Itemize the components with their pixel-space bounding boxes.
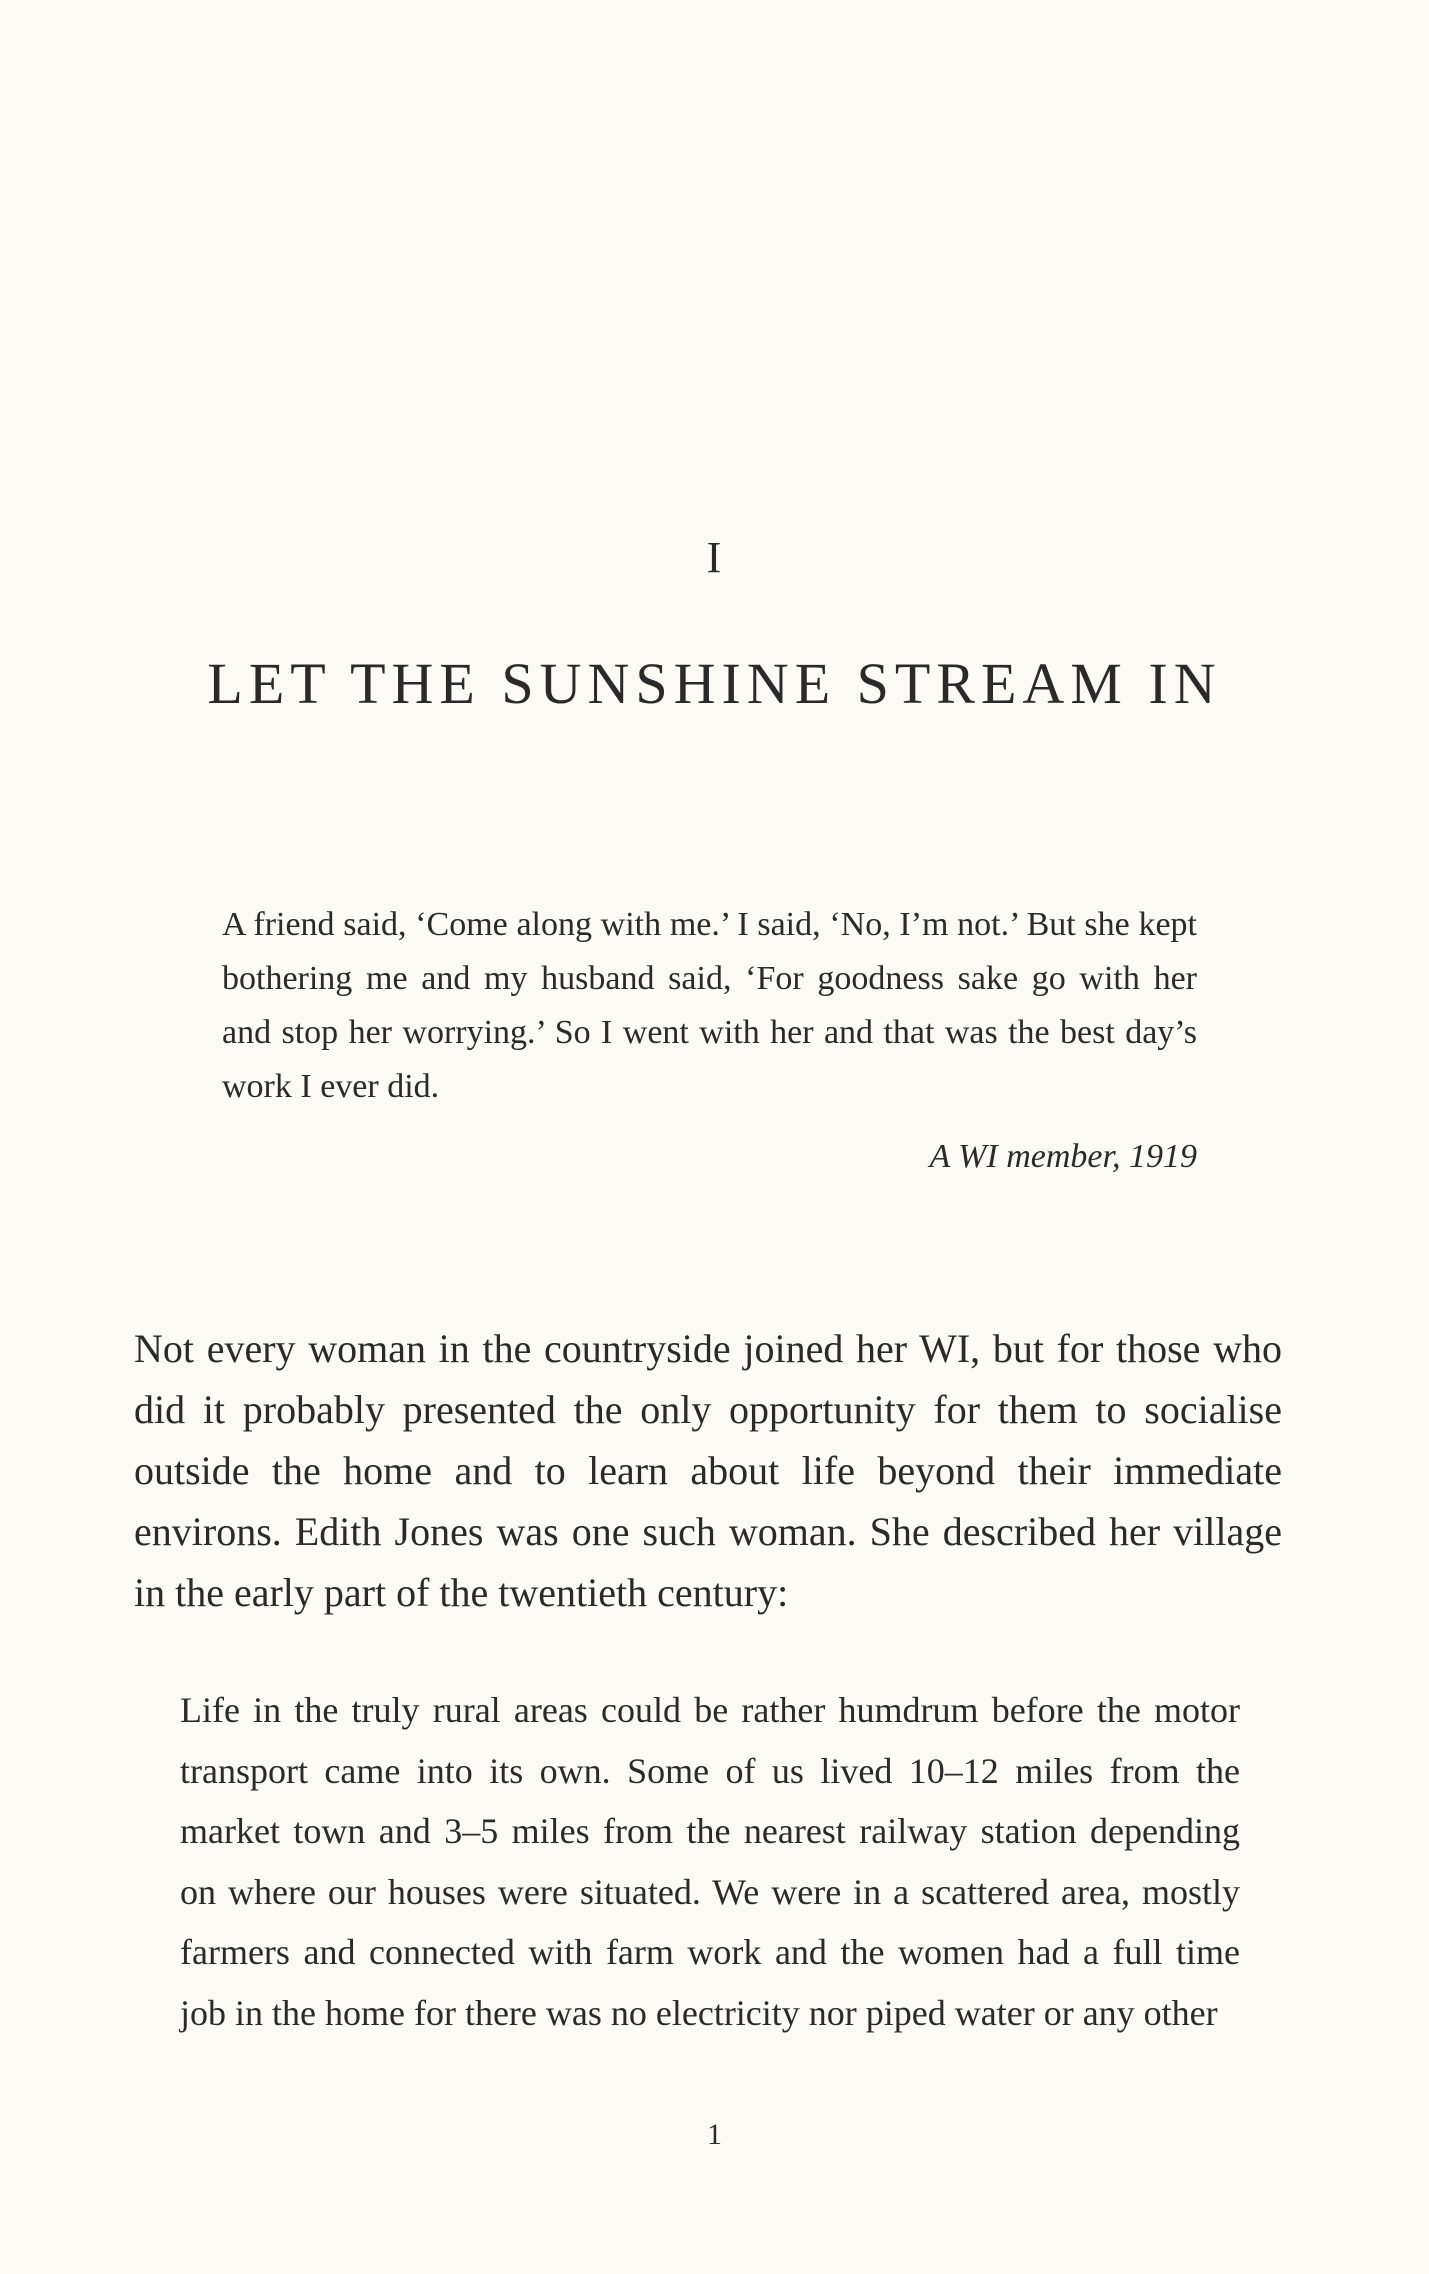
body-paragraph: Not every woman in the countryside joined her WI, but for those who did it probably presented the only opportunity for them to socialise outside the home and to learn about life beyond their immediate environs. Edith Jones was one such woman. She described her village in the early part of the twentieth century: xyxy=(134,1326,1282,1615)
epigraph-attribution: A WI member, 1919 xyxy=(929,1138,1197,1175)
chapter-title: LET THE SUNSHINE STREAM IN xyxy=(207,651,1222,716)
chapter-number: I xyxy=(706,533,723,582)
epigraph-text: A friend said, ‘Come along with me.’ I said, ‘No, I’m not.’ But she kept bothering me and my husband said, ‘For goodness sake go with her and stop her worrying.’ So I went with her and that was the best day’s work I ever did. xyxy=(222,906,1197,1105)
block-quote: Life in the truly rural areas could be rather humdrum before the motor transport came into its own. Some of us lived 10–12 miles from the market town and 3–5 miles from the nearest railway station depending on where our houses were situated. We were in a scattered area, mostly farmers and connected with farm work and the women had a full time job in the home for there was no electricity nor piped water or any other xyxy=(180,1690,1240,2033)
epigraph xyxy=(222,898,1197,1114)
page-number: 1 xyxy=(707,2118,722,2151)
